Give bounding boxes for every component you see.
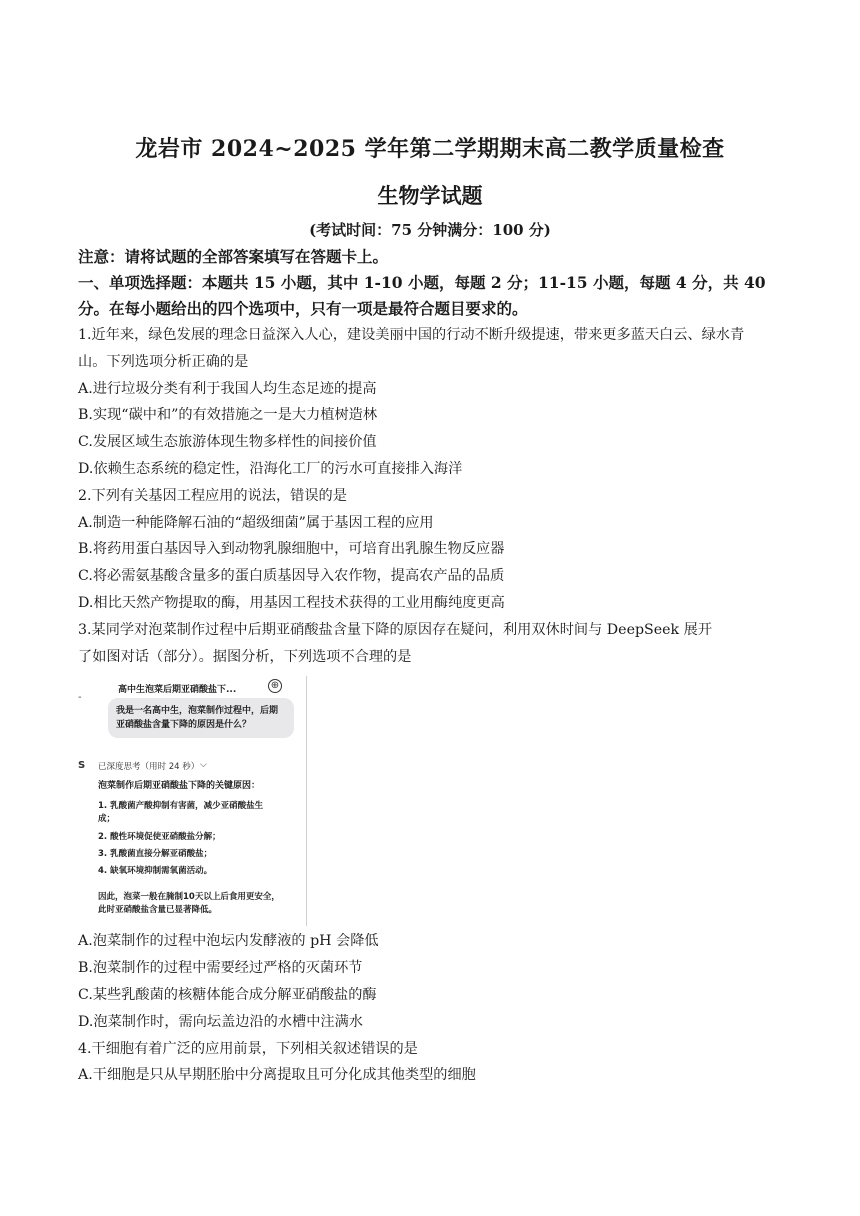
deep-think-label: 已深度思考（用时 24 秒） [98,762,200,773]
question-1-option-b: B.实现“碳中和”的有效措施之一是大力植树造林 [78,407,378,424]
chat-title: 高中生泡菜后期亚硝酸盐下... [118,685,237,696]
question-3-stem: 3.某同学对泡菜制作过程中后期亚硝酸盐含量下降的原因存在疑问，利用双休时间与 DeepSeek 展开 [78,621,713,638]
chat-screenshot-figure [78,676,307,926]
question-3-option-b: B.泡菜制作的过程中需要经过严格的灭菌环节 [78,960,363,977]
answer-reason-4: 4. 缺氧环境抑制需氧菌活动。 [98,866,213,877]
question-3-option-a: A.泡菜制作的过程中泡坛内发酵液的 pH 会降低 [78,933,379,950]
question-1-option-d: D.依赖生态系统的稳定性，沿海化工厂的污水可直接排入海洋 [78,460,463,477]
exam-info: (考试时间：75 分钟满分：100 分) [309,221,551,239]
section-heading-line2: 分。在每小题给出的四个选项中，只有一项是最符合题目要求的。 [78,299,528,318]
question-2-option-c: C.将必需氨基酸含量多的蛋白质基因导入农作物，提高农产品的品质 [78,568,505,585]
question-1-stem: 1.近年来，绿色发展的理念日益深入人心，建设美丽中国的行动不断升级提速，带来更多蓝天白云、绿水青 [78,327,745,343]
question-2-stem: 2.下列有关基因工程应用的说法，错误的是 [78,487,347,504]
question-4-option-a: A.干细胞是只从早期胚胎中分离提取且可分化成其他类型的细胞 [78,1067,476,1084]
question-3-stem-cont: 了如图对话（部分）。据图分析，下列选项不合理的是 [78,648,412,665]
question-2-option-b: B.将药用蛋白基因导入到动物乳腺细胞中，可培育出乳腺生物反应器 [78,541,505,558]
question-1-option-a: A.进行垃圾分类有利于我国人均生态足迹的提高 [78,380,377,397]
question-3-option-d: D.泡菜制作时，需向坛盖边沿的水槽中注满水 [78,1013,363,1030]
user-message-bubble: 我是一名高中生，泡菜制作过程中，后期亚硝酸盐含量下降的原因是什么？ [108,698,294,738]
answer-conclusion: 因此，泡菜一般在腌制10天以上后食用更安全，此时亚硝酸盐含量已显著降低。 [98,892,280,916]
answer-lead: 泡菜制作后期亚硝酸盐下降的关键原因： [98,781,261,792]
answer-reason-1: 1. 乳酸菌产酸抑制有害菌，减少亚硝酸盐生成； [98,801,264,825]
question-1-stem-cont: 山。下列选项分析正确的是 [78,353,249,370]
exam-content [78,244,786,1089]
figure-dash: - [78,692,82,704]
notice: 注意：请将试题的全部答案填写在答题卡上。 [78,247,389,266]
answer-reason-3: 3. 乳酸菌直接分解亚硝酸盐； [98,849,213,860]
question-2-option-d: D.相比天然产物提取的酶，用基因工程技术获得的工业用酶纯度更高 [78,594,505,611]
question-2-option-a: A.制造一种能降解石油的“超级细菌”属于基因工程的应用 [78,514,434,531]
question-1-option-c: C.发展区域生态旅游体现生物多样性的间接价值 [78,434,377,451]
section-heading-line1: 一、单项选择题：本题共 15 小题，其中 1-10 小题，每题 2 分；11-15 小题，每题 4 分，共 40 [78,273,766,292]
exam-title: 龙岩市 2024~2025 学年第二学期期末高二教学质量检查 [135,136,725,162]
answer-reason-2: 2. 酸性环境促使亚硝酸盐分解； [98,832,221,843]
new-chat-plus-icon: ⊕ [268,679,282,693]
deepseek-logo-icon: S [78,760,86,772]
question-4-stem: 4.干细胞有着广泛的应用前景，下列相关叙述错误的是 [78,1040,418,1057]
chevron-down-icon: ⌵ [200,760,207,771]
subject-title: 生物学试题 [377,183,483,208]
question-3-option-c: C.某些乳酸菌的核糖体能合成分解亚硝酸盐的酶 [78,986,377,1003]
